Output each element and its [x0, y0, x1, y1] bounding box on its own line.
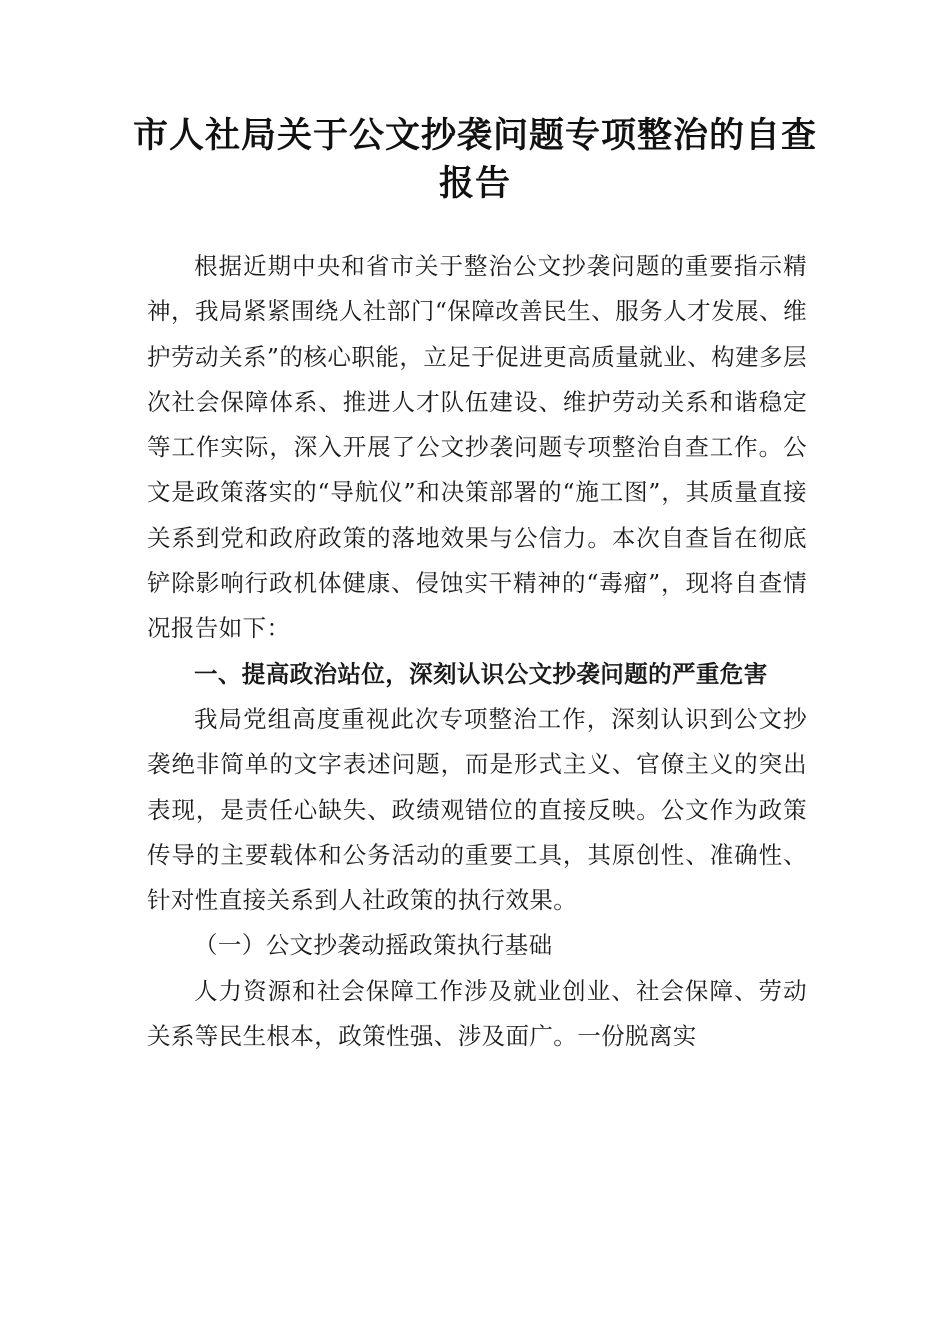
document-body	[147, 244, 807, 1059]
section-1-paragraph: 我局党组高度重视此次专项整治工作，深刻认识到公文抄袭绝非简单的文字表述问题，而是形式主义、官僚主义的突出表现，是责任心缺失、政绩观错位的直接反映。公文作为政策传导的主要载体和公务活动的重要工具，其原创性、准确性、针对性直接关系到人社政策的执行效果。	[147, 704, 807, 915]
section-heading-1: 一、提高政治站位，深刻认识公文抄袭问题的严重危害	[194, 659, 768, 688]
intro-paragraph: 根据近期中央和省市关于整治公文抄袭问题的重要指示精神，我局紧紧围绕人社部门“保障改善民生、服务人才发展、维护劳动关系”的核心职能，立足于促进更高质量就业、构建多层次社会保障体系、推进人才队伍建设、维护劳动关系和谐稳定等工作实际，深入开展了公文抄袭问题专项整治自查工作。公文是政策落实的“导航仪”和决策部署的“施工图”，其质量直接关系到党和政府政策的落地效果与公信力。本次自查旨在彻底铲除影响行政机体健康、侵蚀实干精神的“毒瘤”，现将自查情况报告如下：	[147, 252, 807, 643]
document-title: 市人社局关于公文抄袭问题专项整治的自查报告	[132, 115, 817, 204]
subsection-heading-1: （一）公文抄袭动摇政策执行基础	[194, 931, 553, 960]
subsection-1-paragraph: 人力资源和社会保障工作涉及就业创业、社会保障、劳动关系等民生根本，政策性强、涉及面广。一份脱离实	[147, 976, 807, 1051]
